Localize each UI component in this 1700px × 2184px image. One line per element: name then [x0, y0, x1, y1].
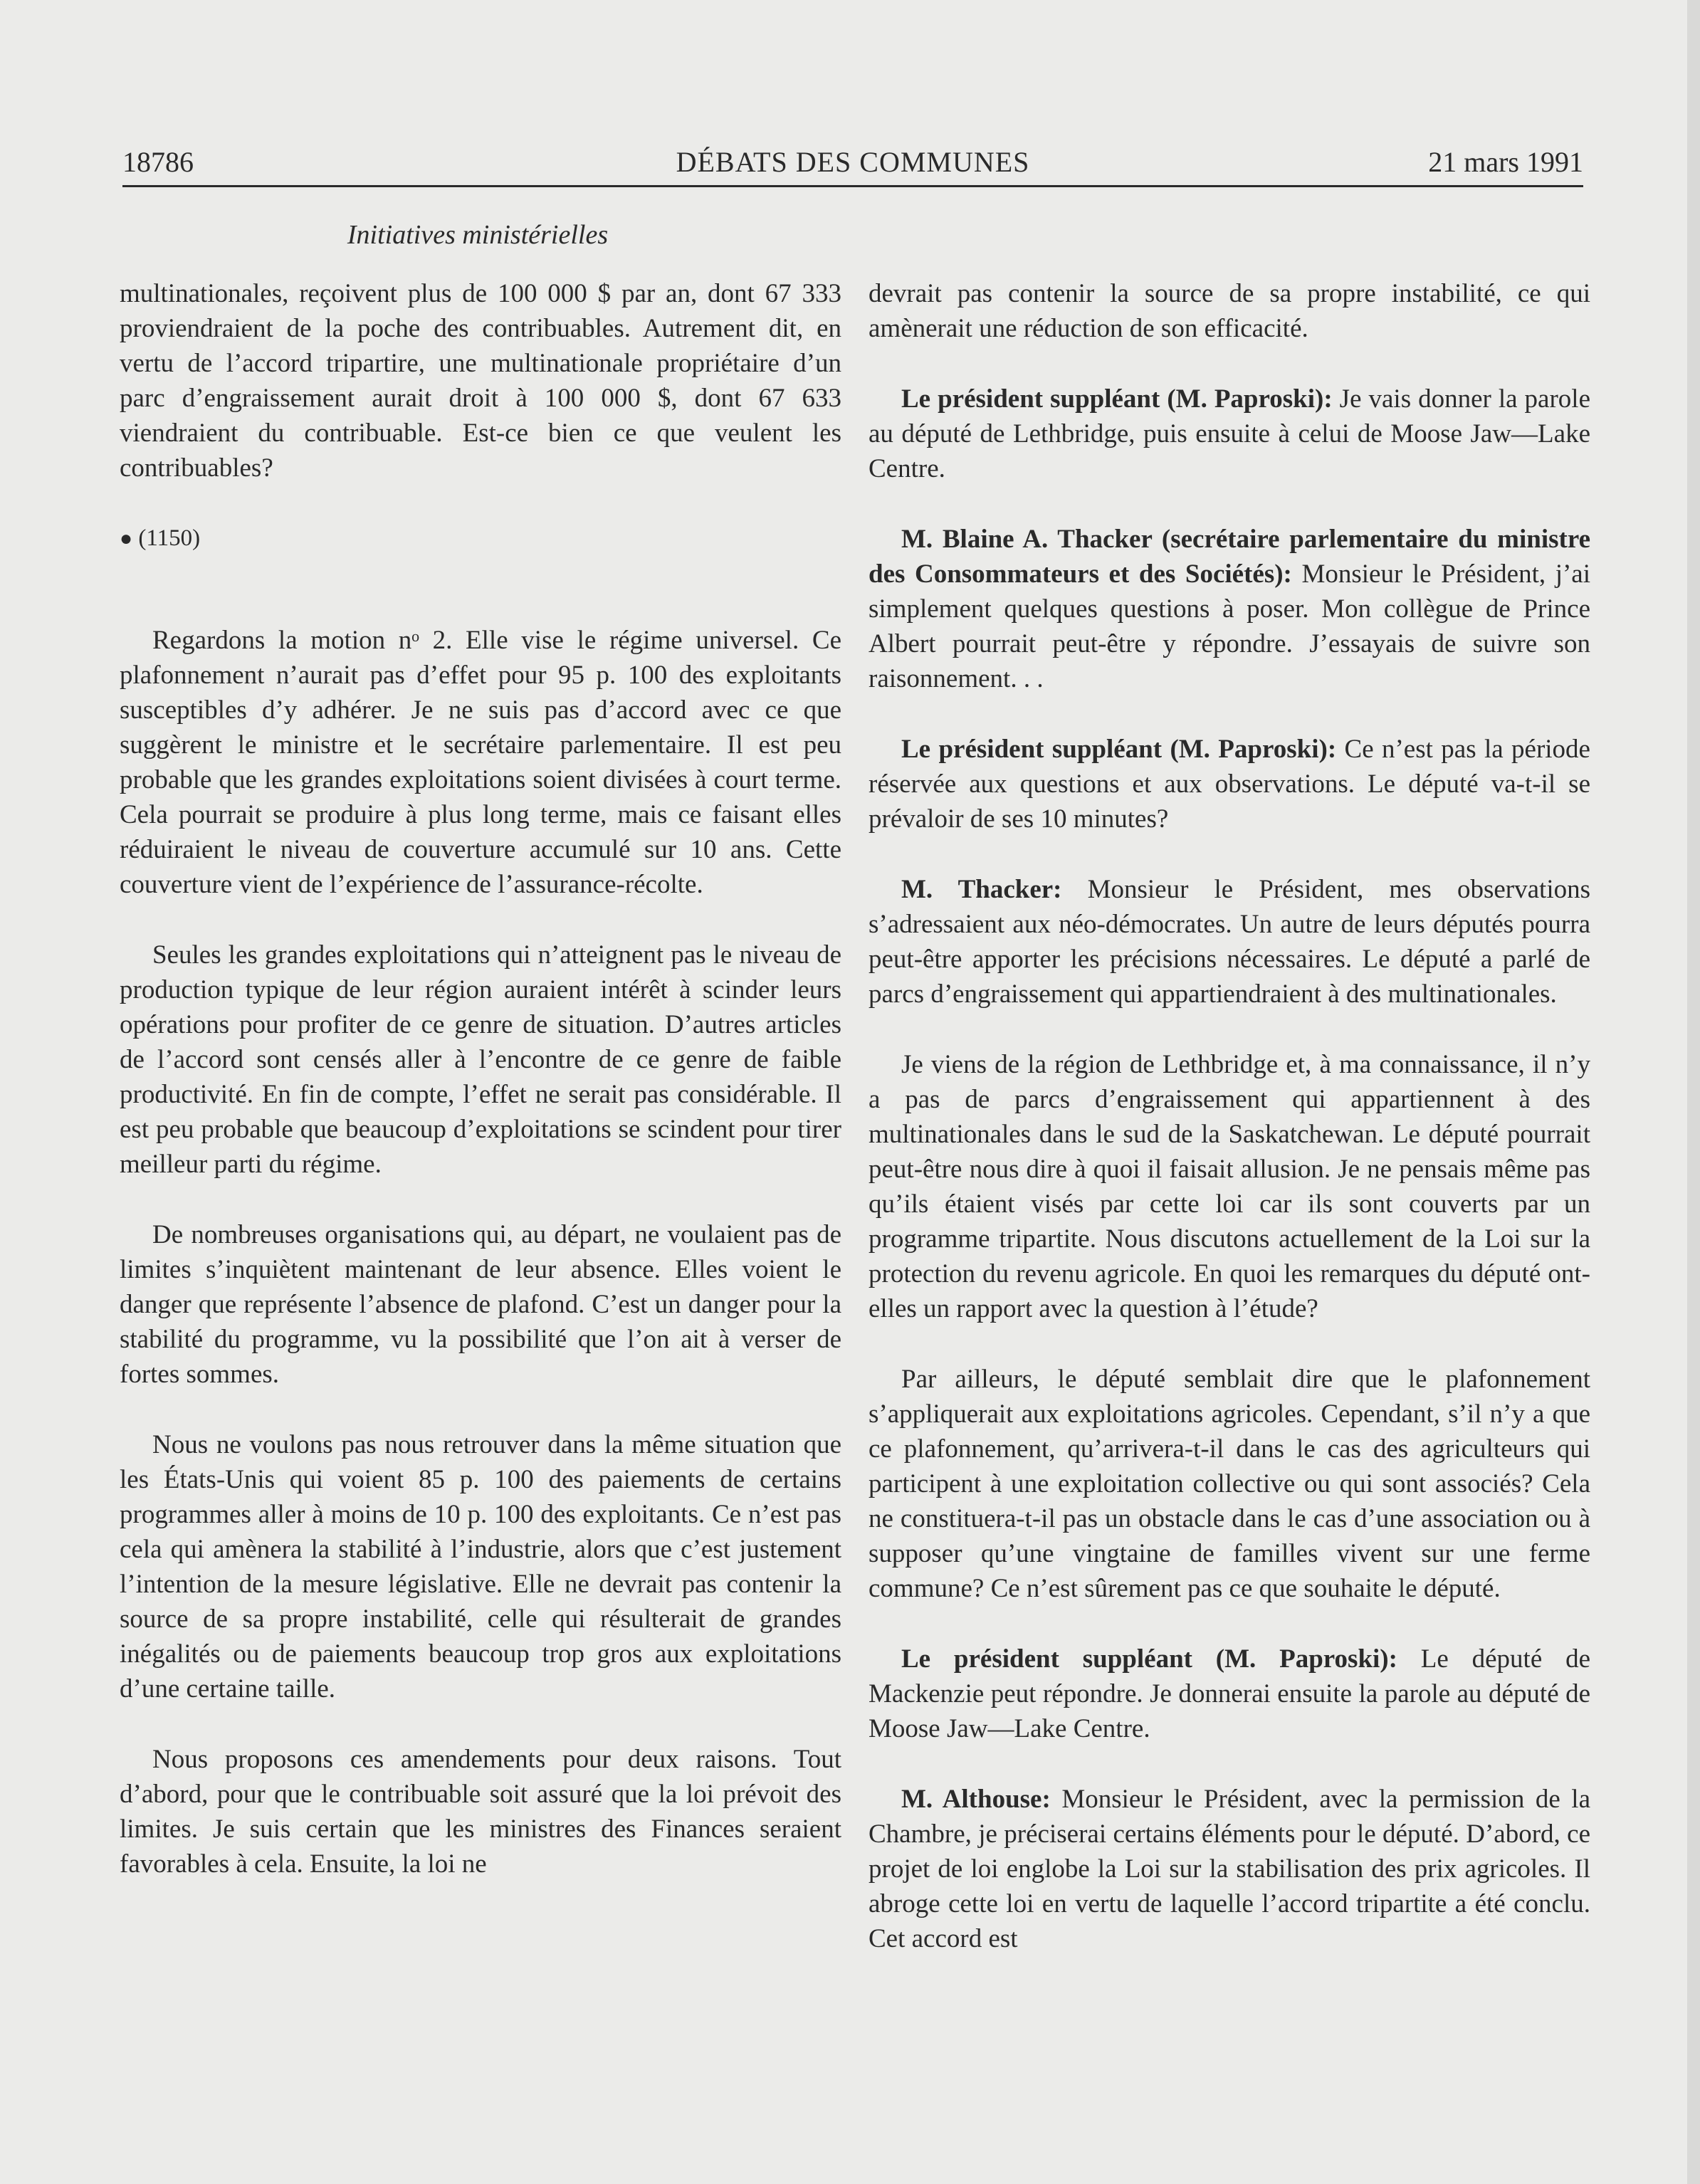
bullet-icon: ● — [120, 527, 133, 550]
paragraph: Nous proposons ces amendements pour deux raisons. Tout d’abord, pour que le contribuable soit assuré que la loi prévoit des limites. Je suis certain que les ministres des Finances seraient favorables à cela. Ensuite, la loi ne — [120, 1745, 841, 1879]
paragraph: Seules les grandes exploitations qui n’atteignent pas le niveau de production typique de leur région auraient intérêt à scinder leurs opérations pour profiter de ce genre de situation. D’autres articles de l’accord sont censés aller à l’encontre de ce genre de faible productivité. En fin de compte, l’effet ne serait pas considérable. Il est peu probable que beaucoup d’exploitations se scindent pour tirer meilleur parti du régime. — [120, 940, 841, 1179]
publication-title: DÉBATS DES COMMUNES — [676, 146, 1030, 178]
speech-text: Ce n’est pas la période réservée aux questions et aux observations. Le député va-t-il se prévaloir de ses 10 minutes? — [869, 735, 1590, 834]
speech — [869, 1642, 1590, 1746]
publication-date: 21 mars 1991 — [1428, 146, 1583, 178]
paragraph: De nombreuses organisations qui, au départ, ne voulaient pas de limites s’inquiètent maintenant de leur absence. Elles voient le danger que représente l’absence de plafond. C’est un danger pour la stabilité du programme, vu la possibilité que l’on ait à verser de fortes sommes. — [120, 1220, 841, 1389]
speech — [869, 1782, 1590, 1956]
speech — [869, 732, 1590, 836]
speech-text: Monsieur le Président, j’ai simplement quelques questions à poser. Mon collègue de Prince Albert pourrait peut-être y répondre. J’essayais de suivre son raisonnement. . . — [869, 560, 1591, 693]
speaker-name: M. Thacker: — [901, 875, 1062, 904]
timestamp: (1150) — [138, 525, 201, 551]
speech — [869, 522, 1590, 696]
page-header — [122, 141, 1583, 184]
paragraph: devrait pas contenir la source de sa propre instabilité, ce qui amènerait une réduction de son efficacité. — [869, 279, 1590, 343]
paragraph: Par ailleurs, le député semblait dire que le plafonnement s’appliquerait aux exploitations agricoles. Cependant, s’il n’y a que ce plafonnement, qu’arrivera-t-il dans le cas des agriculteurs qui participent à une exploitation collective ou qui sont associés? Cela ne constituera-t-il pas un obstacle dans le cas d’une association ou à supposer qu’une vingtaine de familles vivent sur une ferme commune? Ce n’est sûrement pas ce que souhaite le député. — [869, 1365, 1590, 1603]
paragraph: multinationales, reçoivent plus de 100 000 $ par an, dont 67 333 proviendraient de la poche des contribuables. Autrement dit, en vertu de l’accord tripartire, une multinationale propriétaire d’un parc d’engraissement aurait droit à 100 000 $, dont 67 633 viendraient du contribuable. Est-ce bien ce que veulent les contribuables? — [120, 279, 841, 483]
speaker-name: Le président suppléant (M. Paproski): — [901, 1644, 1397, 1674]
speech-text: Monsieur le Président, avec la permission de la Chambre, je préciserai certains éléments pour le député. D’abord, ce projet de loi englobe la Loi sur la stabilisation des prix agricoles. Il abroge cette loi en vertu de laquelle l’accord tripartite a été conclu. Cet accord est — [869, 1785, 1591, 1953]
speech — [869, 382, 1590, 486]
paragraph: Nous ne voulons pas nous retrouver dans la même situation que les États-Unis qui voient 85 p. 100 des paiements de certains programmes aller à moins de 10 p. 100 des exploitants. Ce n’est pas cela qui amènera la stabilité à l’industrie, alors que c’est justement l’intention de la mesure législative. Elle ne devrait pas contenir la source de sa propre instabilité, celle qui résulterait de grandes inégalités ou de paiements beaucoup trop gros aux exploitations d’une certaine taille. — [120, 1430, 841, 1703]
speaker-name: M. Blaine A. Thacker (secrétaire parlementaire du ministre des Consommateurs et des Sociétés): — [869, 525, 1590, 589]
header-rule — [122, 185, 1583, 187]
page-number: 18786 — [122, 146, 194, 178]
timestamp-marker — [120, 521, 841, 556]
left-column — [120, 276, 841, 1917]
right-column — [869, 276, 1590, 1992]
section-title: Initiatives ministérielles — [347, 220, 609, 250]
speech-text: Le député de Mackenzie peut répondre. Je donnerai ensuite la parole au député de Moose Jaw—Lake Centre. — [869, 1644, 1590, 1743]
paragraph: Je viens de la région de Lethbridge et, à ma connaissance, il n’y a pas de parcs d’engraissement qui appartiennent à des multinationales dans le sud de la Saskatchewan. Le député pourrait peut-être nous dire à quoi il faisait allusion. Je ne pensais même pas qu’ils étaient visés par cette loi car ils sont couverts par un programme tripartite. Nous discutons actuellement de la Loi sur la protection du revenu agricole. En quoi les remarques du député ont-elles un rapport avec la question à l’étude? — [869, 1050, 1590, 1323]
speech-text: Monsieur le Président, mes observations s’adressaient aux néo-démocrates. Un autre de leurs députés pourra peut-être apporter les précisions nécessaires. Le député a parlé de parcs d’engraissement qui appartiendraient à des multinationales. — [869, 875, 1590, 1009]
speaker-name: Le président suppléant (M. Paproski): — [901, 384, 1333, 414]
page-edge-shadow — [1687, 0, 1700, 2184]
speech-text: Je vais donner la parole au député de Lethbridge, puis ensuite à celui de Moose Jaw—Lake Centre. — [869, 384, 1590, 483]
speaker-name: Le président suppléant (M. Paproski): — [901, 735, 1337, 764]
paragraph: Regardons la motion nᵒ 2. Elle vise le régime universel. Ce plafonnement n’aurait pas d’effet pour 95 p. 100 des exploitants susceptibles d’y adhérer. Je ne suis pas d’accord avec ce que suggèrent le ministre et le secrétaire parlementaire. Il est peu probable que les grandes exploitations soient divisées à court terme. Cela pourrait se produire à plus long terme, mais ce faisant elles réduiraient le niveau de couverture accumulé sur 10 ans. Cette couverture vient de l’expérience de l’assurance-récolte. — [120, 626, 841, 899]
speaker-name: M. Althouse: — [901, 1785, 1051, 1814]
speech — [869, 872, 1590, 1012]
